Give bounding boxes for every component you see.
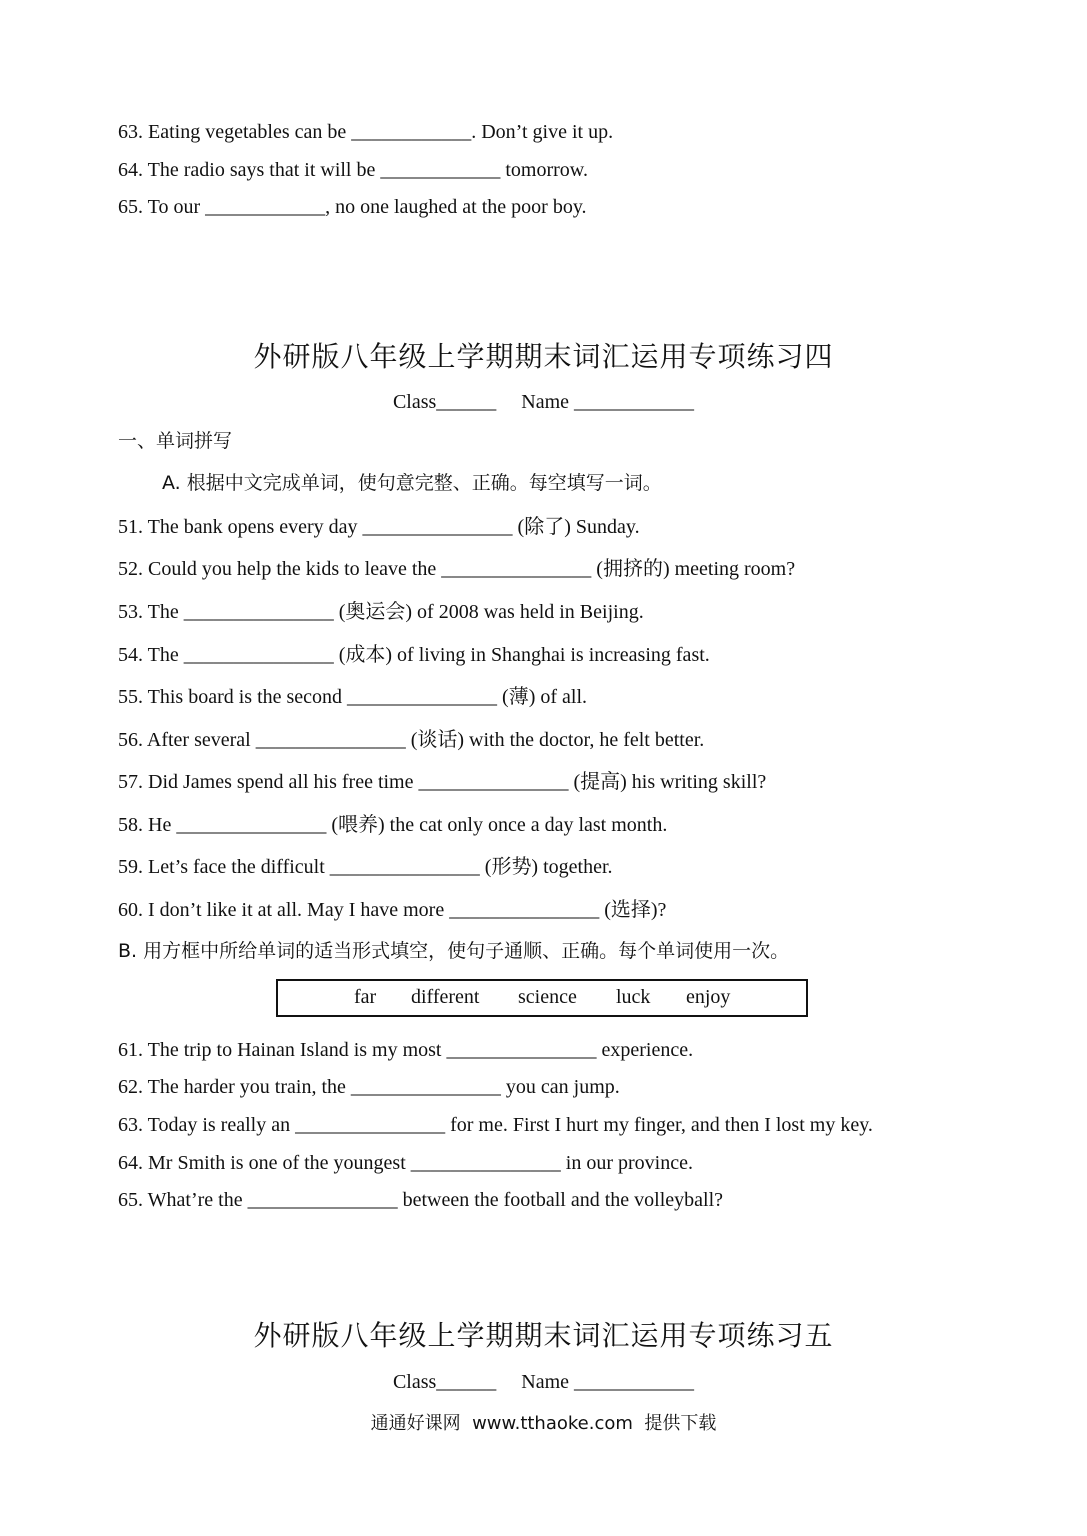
word-box-word: enjoy [686, 986, 731, 1008]
part-a-item-54: 54. The _______________ (成本) of living in Shanghai is increasing fast. [118, 644, 710, 666]
word-box-word: science [518, 986, 577, 1008]
footer-watermark: 通通好课网 www.tthaoke.com 提供下载 [370, 1413, 717, 1434]
part-a-instruction: A. 根据中文完成单词，使句意完整、正确。每空填写一词。 [162, 472, 662, 494]
part-a-item-60: 60. I don’t like it at all. May I have more _______________ (选择)? [118, 899, 667, 921]
part-a-item-53: 53. The _______________ (奥运会) of 2008 was held in Beijing. [118, 601, 644, 623]
part-heading: 一、单词拼写 [118, 430, 233, 452]
part-b-item-62: 62. The harder you train, the _______________ you can jump. [118, 1076, 620, 1098]
part-a-item-51: 51. The bank opens every day _______________ (除了) Sunday. [118, 516, 640, 538]
top-item-64: 64. The radio says that it will be ____________ tomorrow. [118, 159, 588, 181]
word-box-word: far [354, 986, 377, 1008]
part-a-item-59: 59. Let’s face the difficult _______________ (形势) together. [118, 856, 613, 878]
top-item-65: 65. To our ____________, no one laughed at the poor boy. [118, 196, 587, 218]
word-box [276, 979, 808, 1017]
part-a-item-56: 56. After several _______________ (谈话) with the doctor, he felt better. [118, 729, 705, 751]
part-b-item-64: 64. Mr Smith is one of the youngest _______________ in our province. [118, 1152, 693, 1174]
part-b-item-61: 61. The trip to Hainan Island is my most _______________ experience. [118, 1039, 694, 1061]
section4-title: 外研版八年级上学期期末词汇运用专项练习四 [253, 340, 834, 373]
part-b-item-65: 65. What’re the _______________ between the football and the volleyball? [118, 1189, 724, 1211]
part-a-item-58: 58. He _______________ (喂养) the cat only once a day last month. [118, 814, 668, 836]
part-a-item-57: 57. Did James spend all his free time _______________ (提高) his writing skill? [118, 771, 767, 793]
section5-title: 外研版八年级上学期期末词汇运用专项练习五 [253, 1319, 834, 1352]
top-item-63: 63. Eating vegetables can be ____________. Don’t give it up. [118, 121, 614, 143]
part-b-item-63: 63. Today is really an _______________ for me. First I hurt my finger, and then I lost my key. [118, 1114, 873, 1136]
part-a-item-55: 55. This board is the second _______________ (薄) of all. [118, 686, 588, 708]
section4-class-name-line: Class______ Name ____________ [392, 391, 695, 413]
word-box-word: luck [616, 986, 651, 1008]
section5-class-name-line: Class______ Name ____________ [392, 1371, 695, 1393]
word-box-word: different [411, 986, 480, 1008]
part-a-item-52: 52. Could you help the kids to leave the _______________ (拥挤的) meeting room? [118, 558, 796, 580]
part-b-instruction: B. 用方框中所给单词的适当形式填空，使句子通顺、正确。每个单词使用一次。 [118, 940, 790, 962]
